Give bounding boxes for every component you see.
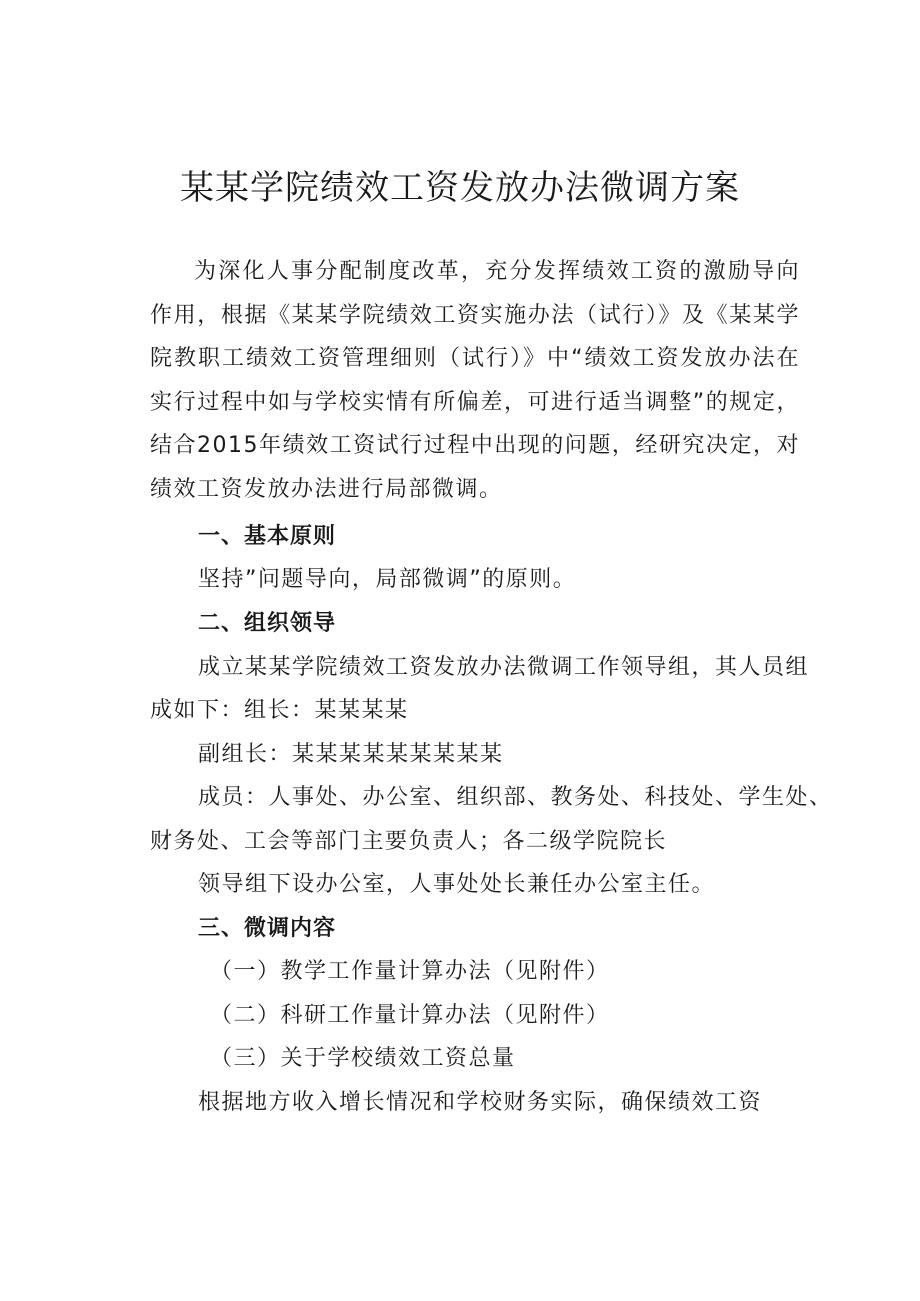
deputy-leader-line: 副组长：某某某某某某某某某 [198,742,504,767]
leadership-para-line-1: 成立某某学院绩效工资发放办法微调工作领导组，其人员组 [198,655,810,680]
document-title: 某某学院绩效工资发放办法微调方案 [180,168,740,208]
intro-paragraph: 为深化人事分配制度改革，充分发挥绩效工资的激励导向作用，根据《某某学院绩效工资实施办法（试行）》及《某某学院教职工绩效工资管理细则（试行）》中“绩效工资发放办法在实行过程中如与学校实情有所偏差，可进行适当调整”的规定，结合2015年绩效工资试行过程中出现的问题，经研究决定，对绩效工资发放办法进行局部微调。 [150,259,800,502]
office-line: 领导组下设办公室，人事处处长兼任办公室主任。 [198,872,716,897]
adjustment-item-3: （三）关于学校绩效工资总量 [210,1046,516,1071]
members-line-1: 成员：人事处、办公室、组织部、教务处、科技处、学生处、 [198,785,833,810]
leadership-para-line-2: 成如下：组长：某某某某 [150,698,409,723]
members-line-2: 财务处、工会等部门主要负责人；各二级学院院长 [150,829,668,854]
section-heading-principles: 一、基本原则 [198,524,337,549]
section-heading-adjustments: 三、微调内容 [198,916,337,941]
section-heading-leadership: 二、组织领导 [198,611,337,636]
adjustment-item-1: （一）教学工作量计算办法（见附件） [210,959,610,984]
adjustment-item-2: （二）科研工作量计算办法（见附件） [210,1003,610,1028]
principles-text: 坚持”问题导向，局部微调”的原则。 [198,567,577,592]
adjustment-text: 根据地方收入增长情况和学校财务实际，确保绩效工资 [198,1090,763,1115]
